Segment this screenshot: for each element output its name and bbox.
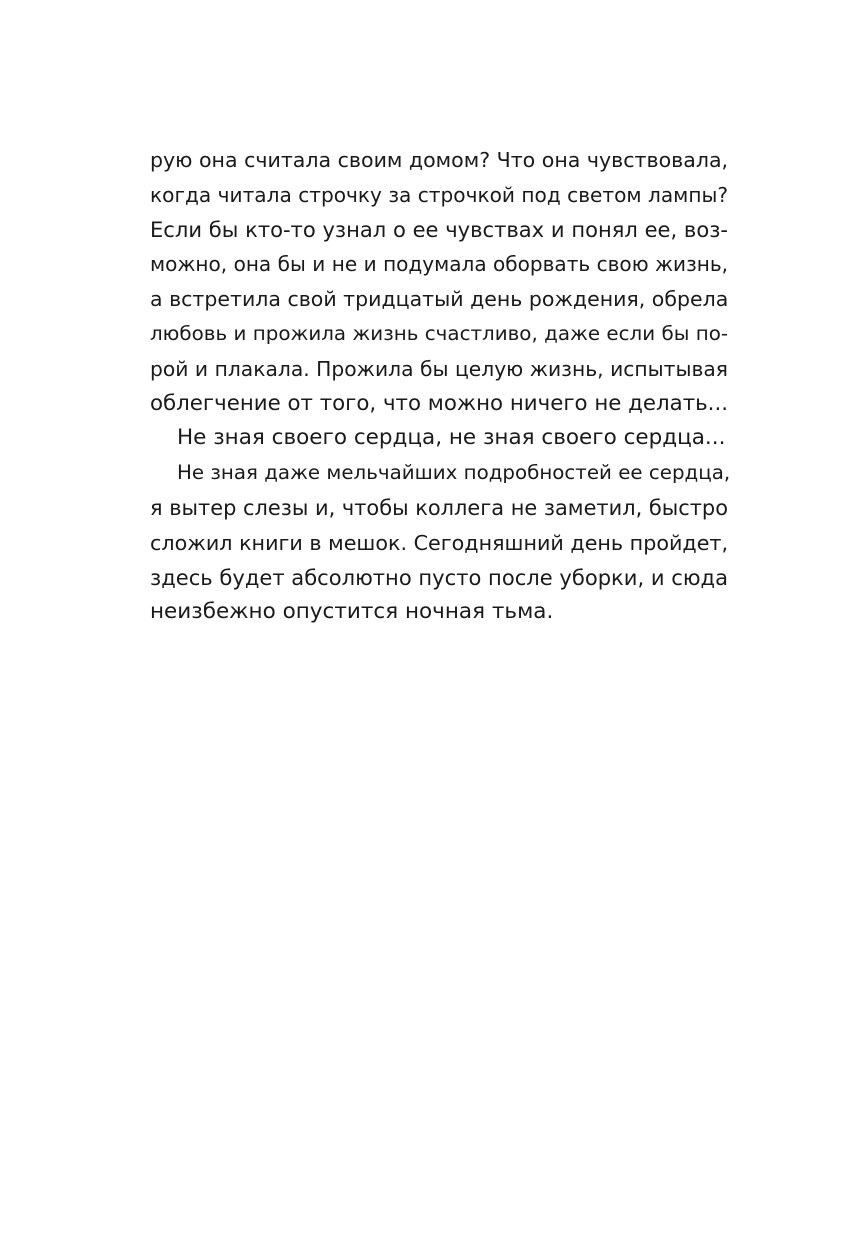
text-line: Если бы кто-то узнал о ее чувствах и понял ее, воз- bbox=[150, 216, 728, 242]
text-line: рой и плакала. Прожила бы целую жизнь, испытывая bbox=[150, 356, 728, 381]
text-line: я вытер слезы и, чтобы коллега не заметил, быстро bbox=[150, 495, 728, 520]
text-line: Не зная своего сердца, не зная своего сердца... bbox=[177, 425, 726, 451]
text-line: рую она считала своим домом? Что она чувствовала, bbox=[150, 148, 729, 172]
paragraph-2 bbox=[150, 421, 728, 456]
paragraph-1 bbox=[150, 143, 728, 421]
text-line: сложил книги в мешок. Сегодняшний день пройдет, bbox=[150, 530, 729, 555]
paragraph-3 bbox=[150, 456, 731, 630]
text-line: когда читала строчку за строчкой под светом лампы? bbox=[150, 182, 729, 207]
text-line: здесь будет абсолютно пусто после уборки, и сюда bbox=[150, 564, 728, 590]
text-line: а встретила свой тридцатый день рождения, обрела bbox=[150, 287, 729, 312]
body-text bbox=[150, 143, 731, 630]
text-line: любовь и прожила жизнь счастливо, даже если бы по- bbox=[150, 321, 728, 345]
text-line: облегчение от того, что можно ничего не делать... bbox=[150, 390, 728, 416]
text-line: Не зная даже мельчайших подробностей ее сердца, bbox=[177, 461, 731, 485]
text-line: можно, она бы и не и подумала оборвать свою жизнь, bbox=[150, 252, 728, 277]
text-line: неизбежно опустится ночная тьма. bbox=[150, 599, 554, 625]
